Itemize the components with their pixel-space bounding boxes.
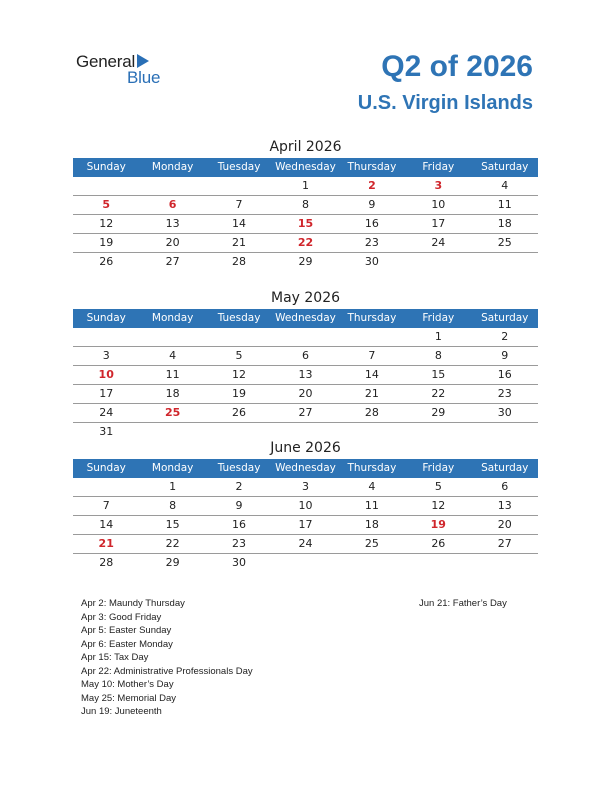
day-cell: 16 <box>364 217 379 230</box>
day-cell: 25 <box>497 236 512 249</box>
day-cell <box>73 478 139 496</box>
day-cell: 17 <box>99 387 114 400</box>
day-cell: 10 <box>298 499 313 512</box>
day-cell-holiday: 21 <box>98 537 114 550</box>
weekday-label: Monday <box>151 161 194 173</box>
day-cell: 3 <box>301 480 309 493</box>
weekday-label: Friday <box>422 312 455 324</box>
holiday-list-right <box>419 597 507 611</box>
day-cell: 17 <box>431 217 446 230</box>
day-cell <box>139 177 205 195</box>
day-cell: 13 <box>298 368 313 381</box>
holiday-item: Jun 21: Father’s Day <box>419 598 507 609</box>
day-cell: 14 <box>232 217 247 230</box>
weekday-label: Saturday <box>481 462 529 474</box>
week-row <box>73 478 538 497</box>
day-cell: 1 <box>434 330 442 343</box>
day-cell <box>472 554 538 572</box>
day-cell: 28 <box>364 406 379 419</box>
day-cell <box>472 253 538 271</box>
week-row <box>73 497 538 516</box>
day-cell: 30 <box>364 255 379 268</box>
day-cell <box>405 253 471 271</box>
day-cell <box>206 328 272 346</box>
day-cell: 20 <box>298 387 313 400</box>
day-cell: 30 <box>497 406 512 419</box>
day-cell: 19 <box>99 236 114 249</box>
day-cell: 13 <box>165 217 180 230</box>
day-cell: 11 <box>165 368 180 381</box>
day-cell: 21 <box>364 387 379 400</box>
day-cell: 4 <box>169 349 177 362</box>
weekday-label: Thursday <box>347 462 397 474</box>
week-row <box>73 385 538 404</box>
day-cell: 11 <box>364 499 379 512</box>
day-cell: 1 <box>169 480 177 493</box>
weekday-label: Saturday <box>481 312 529 324</box>
weekday-label: Monday <box>151 462 194 474</box>
day-cell: 18 <box>497 217 512 230</box>
week-row <box>73 328 538 347</box>
day-cell: 26 <box>232 406 247 419</box>
day-cell-holiday: 19 <box>430 518 446 531</box>
day-cell <box>272 554 338 572</box>
day-cell: 28 <box>99 556 114 569</box>
day-cell <box>339 554 405 572</box>
day-cell: 27 <box>298 406 313 419</box>
day-cell: 10 <box>431 198 446 211</box>
page-subtitle: U.S. Virgin Islands <box>357 92 533 114</box>
holiday-item: Apr 22: Administrative Professionals Day <box>81 665 253 677</box>
day-cell: 29 <box>298 255 313 268</box>
logo-word-blue: Blue <box>127 68 161 87</box>
holiday-item: May 10: Mother’s Day <box>81 679 174 690</box>
week-row <box>73 347 538 366</box>
day-cell: 20 <box>165 236 180 249</box>
day-cell <box>339 328 405 346</box>
week-row <box>73 554 538 572</box>
day-cell: 9 <box>501 349 509 362</box>
day-cell: 7 <box>102 499 110 512</box>
weekday-label: Thursday <box>347 312 397 324</box>
week-row <box>73 253 538 271</box>
week-row <box>73 177 538 196</box>
weekday-label: Thursday <box>347 161 397 173</box>
weekday-label: Monday <box>151 312 194 324</box>
calendar-may <box>73 287 538 441</box>
day-cell: 6 <box>501 480 509 493</box>
day-cell: 2 <box>235 480 243 493</box>
day-cell-holiday: 6 <box>168 198 177 211</box>
day-cell: 16 <box>497 368 512 381</box>
day-cell: 22 <box>165 537 180 550</box>
day-cell: 4 <box>368 480 376 493</box>
day-cell: 22 <box>431 387 446 400</box>
day-cell <box>405 554 471 572</box>
day-cell: 24 <box>431 236 446 249</box>
day-cell: 15 <box>431 368 446 381</box>
calendar-june <box>73 437 538 572</box>
day-cell: 28 <box>232 255 247 268</box>
day-cell: 26 <box>431 537 446 550</box>
holiday-list-left <box>81 597 253 719</box>
day-cell: 23 <box>364 236 379 249</box>
day-cell <box>206 177 272 195</box>
day-cell: 27 <box>165 255 180 268</box>
weekday-label: Tuesday <box>217 312 261 324</box>
weekday-label: Friday <box>422 161 455 173</box>
day-cell: 31 <box>99 425 114 438</box>
week-row <box>73 366 538 385</box>
day-cell: 24 <box>99 406 114 419</box>
day-cell: 16 <box>232 518 247 531</box>
day-cell: 14 <box>99 518 114 531</box>
weekday-label: Sunday <box>86 462 126 474</box>
month-title: May 2026 <box>270 290 341 306</box>
day-cell: 7 <box>235 198 243 211</box>
day-cell: 26 <box>99 255 114 268</box>
day-cell: 4 <box>501 179 509 192</box>
weekday-label: Friday <box>422 462 455 474</box>
week-row <box>73 234 538 253</box>
week-row <box>73 196 538 215</box>
holiday-item: May 25: Memorial Day <box>81 692 177 704</box>
day-cell <box>139 328 205 346</box>
week-row <box>73 516 538 535</box>
week-row <box>73 535 538 554</box>
day-cell: 30 <box>232 556 247 569</box>
day-cell: 18 <box>165 387 180 400</box>
day-cell: 7 <box>368 349 376 362</box>
day-cell: 12 <box>431 499 446 512</box>
weekday-header <box>73 158 538 177</box>
calendar-april <box>73 136 538 271</box>
day-cell-holiday: 25 <box>164 406 181 419</box>
day-cell-holiday: 2 <box>368 179 376 192</box>
day-cell-holiday: 5 <box>102 198 111 211</box>
weekday-label: Sunday <box>86 161 126 173</box>
day-cell <box>73 328 139 346</box>
holiday-item: Apr 15: Tax Day <box>81 652 149 663</box>
day-cell: 8 <box>301 198 309 211</box>
day-cell: 9 <box>235 499 243 512</box>
month-title: June 2026 <box>270 440 341 456</box>
day-cell: 18 <box>364 518 379 531</box>
weekday-label: Saturday <box>481 161 529 173</box>
day-cell: 8 <box>169 499 177 512</box>
weekday-header <box>73 309 538 328</box>
weekday-label: Tuesday <box>217 161 261 173</box>
day-cell: 14 <box>364 368 379 381</box>
day-cell-holiday: 3 <box>434 179 443 192</box>
day-cell-holiday: 10 <box>98 368 114 381</box>
day-cell: 19 <box>232 387 247 400</box>
weekday-label: Sunday <box>86 312 126 324</box>
day-cell: 8 <box>434 349 442 362</box>
day-cell: 29 <box>431 406 446 419</box>
day-cell: 2 <box>501 330 509 343</box>
day-cell: 6 <box>301 349 309 362</box>
weekday-label: Wednesday <box>275 312 336 324</box>
day-cell: 3 <box>102 349 110 362</box>
holiday-item: Apr 3: Good Friday <box>81 611 162 623</box>
day-cell: 12 <box>232 368 247 381</box>
weekday-label: Tuesday <box>217 462 261 474</box>
day-cell: 13 <box>497 499 512 512</box>
day-cell: 25 <box>364 537 379 550</box>
weekday-header <box>73 459 538 478</box>
day-cell: 15 <box>165 518 180 531</box>
day-cell: 5 <box>235 349 243 362</box>
day-cell: 21 <box>232 236 247 249</box>
day-cell: 27 <box>497 537 512 550</box>
holiday-item: Apr 6: Easter Monday <box>81 638 173 650</box>
day-cell <box>73 177 139 195</box>
logo-word-general: General <box>76 52 136 71</box>
weekday-label: Wednesday <box>275 161 336 173</box>
logo-flag-icon <box>137 54 149 68</box>
day-cell: 24 <box>298 537 313 550</box>
week-row <box>73 404 538 423</box>
holiday-item: Apr 2: Maundy Thursday <box>81 598 185 609</box>
month-title: April 2026 <box>269 139 342 155</box>
holiday-item: Apr 5: Easter Sunday <box>81 625 172 636</box>
day-cell-holiday: 15 <box>297 217 314 230</box>
day-cell: 23 <box>497 387 512 400</box>
day-cell: 23 <box>232 537 247 550</box>
holiday-item: Jun 19: Juneteenth <box>81 706 162 717</box>
day-cell: 29 <box>165 556 180 569</box>
day-cell: 20 <box>497 518 512 531</box>
generalblue-logo <box>76 52 176 92</box>
day-cell: 5 <box>434 480 442 493</box>
page-title: Q2 of 2026 <box>381 50 533 83</box>
day-cell: 12 <box>99 217 114 230</box>
day-cell-holiday: 22 <box>297 236 314 249</box>
week-row <box>73 215 538 234</box>
day-cell: 1 <box>301 179 309 192</box>
weekday-label: Wednesday <box>275 462 336 474</box>
day-cell: 17 <box>298 518 313 531</box>
day-cell <box>272 328 338 346</box>
day-cell: 11 <box>497 198 512 211</box>
day-cell: 9 <box>368 198 376 211</box>
